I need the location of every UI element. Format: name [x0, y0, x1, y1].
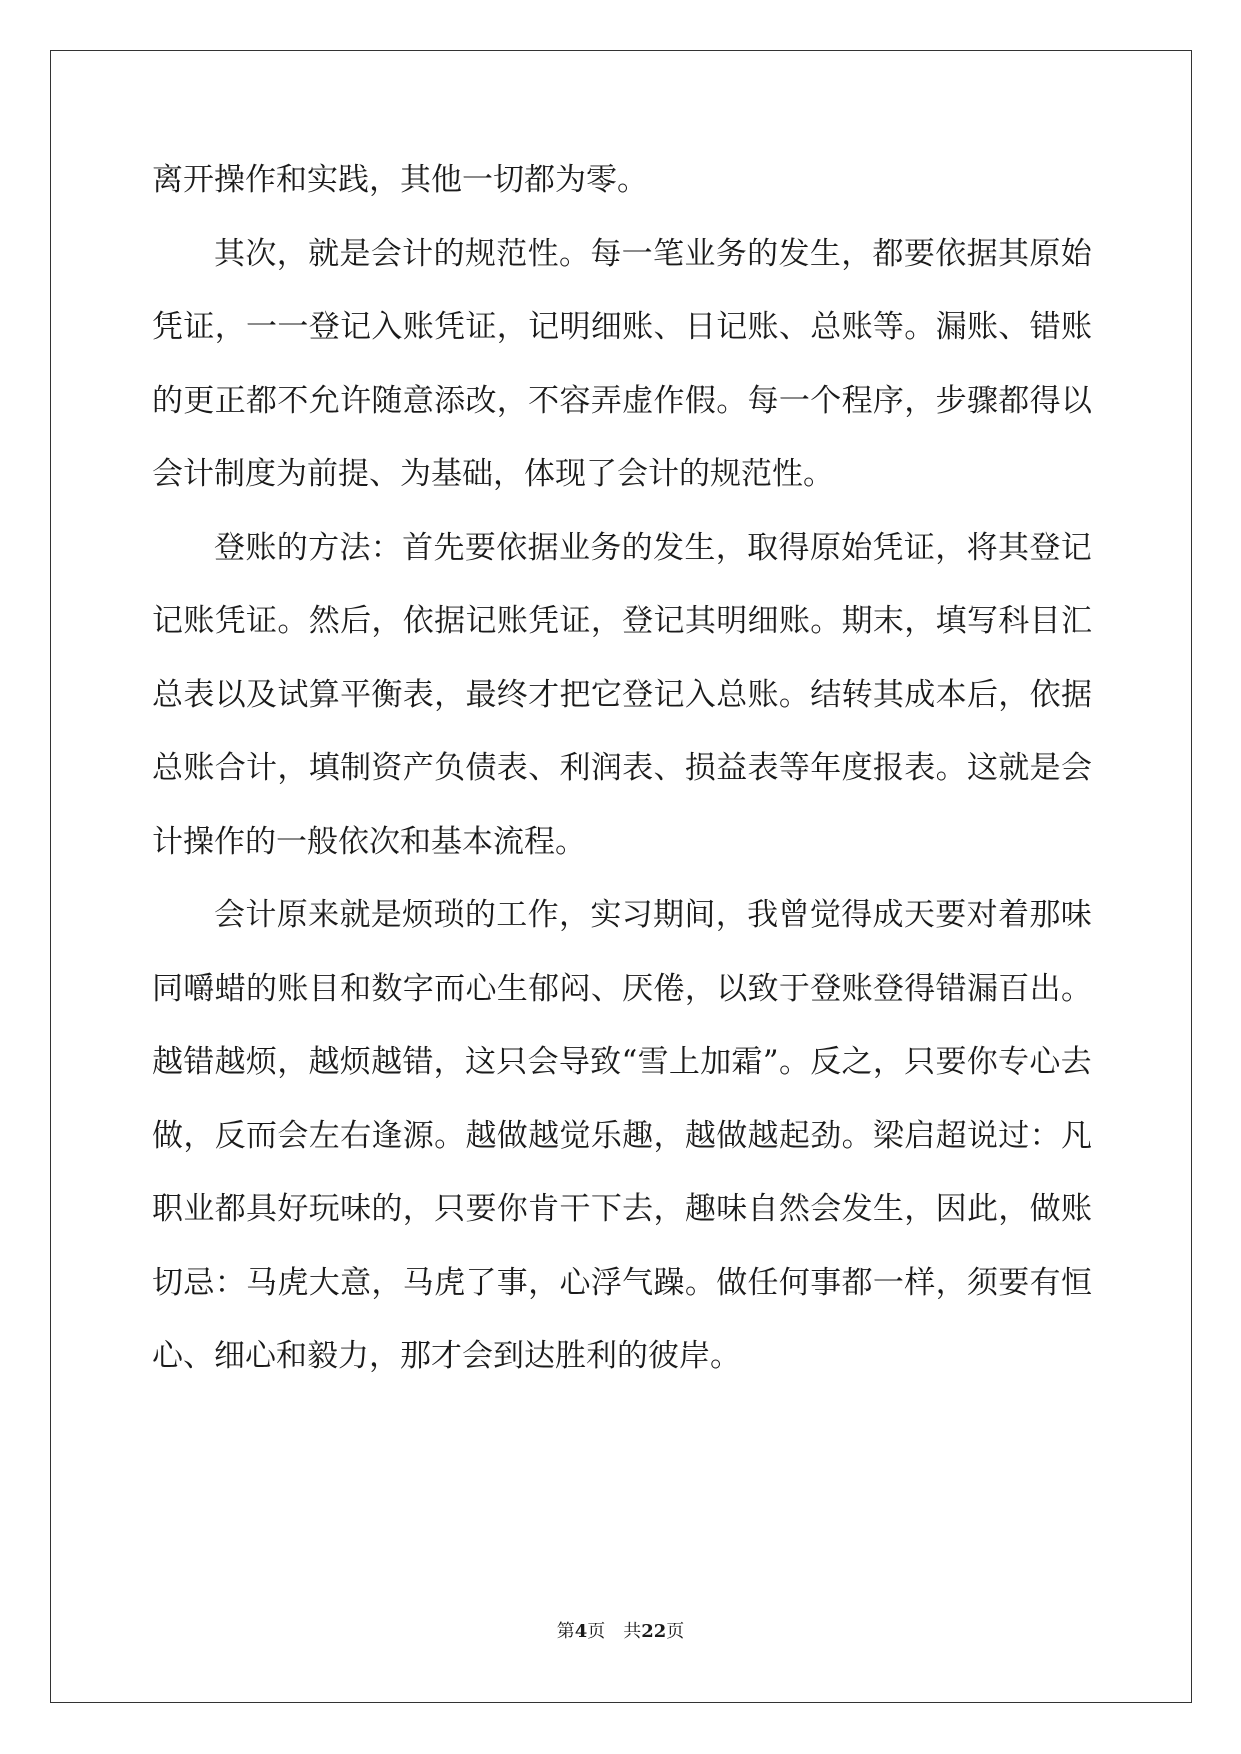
page-border	[50, 50, 1192, 1703]
text-line: 会计制度为前提、为基础，体现了会计的规范性。	[152, 456, 834, 492]
text-line: 总 表 以 及 试 算 平 衡 表 ， 最 终 才 把 它 登 记 入 总 账 。 结 转 其 成 本 后 ， 依 据	[152, 676, 1092, 713]
text-line: 职 业 都 具 好 玩 味 的 ， 只 要 你 肯 干 下 去 ， 趣 味 自 然 会 发 生 ， 因 此 ， 做 账	[152, 1191, 1092, 1227]
footer-page-number: 4	[574, 1621, 588, 1642]
text-line: 做 ， 反 而 会 左 右 逢 源 。 越 做 越 觉 乐 趣 ， 越 做 越 起 劲 。 梁 启 超 说 过 ： 凡	[152, 1117, 1092, 1154]
footer-prefix: 第	[556, 1621, 575, 1642]
footer-suffix: 页	[666, 1621, 685, 1642]
text-line: 登 账 的 方 法 ： 首 先 要 依 据 业 务 的 发 生 ， 取 得 原 始 凭 证 ， 将 其 登 记	[214, 529, 1092, 566]
text-line: 凭 证 ， 一 一 登 记 入 账 凭 证 ， 记 明 细 账 、 日 记 账 、 总 账 等 。 漏 账 、 错 账	[152, 309, 1092, 345]
text-line: 切 忌 ： 马 虎 大 意 ， 马 虎 了 事 ， 心 浮 气 躁 。 做 任 何 事 都 一 样 ， 须 要 有 恒	[152, 1264, 1092, 1301]
text-line: 越 错 越 烦 ， 越 烦 越 错 ， 这 只 会 导 致 “ 雪 上 加 霜 ” 。 反 之 ， 只 要 你 专 心 去	[152, 1044, 1092, 1080]
text-line: 同 嚼 蜡 的 账 目 和 数 字 而 心 生 郁 闷 、 厌 倦 ， 以 致 于 登 账 登 得 错 漏 百 出 。	[152, 970, 1092, 1007]
text-line: 会 计 原 来 就 是 烦 琐 的 工 作 ， 实 习 期 间 ， 我 曾 觉 得 成 天 要 对 着 那 味	[214, 897, 1092, 933]
text-line: 的 更 正 都 不 允 许 随 意 添 改 ， 不 容 弄 虚 作 假 。 每 一 个 程 序 ， 步 骤 都 得 以	[152, 382, 1092, 419]
page-footer	[0, 1620, 1241, 1644]
text-line: 计操作的一般依次和基本流程。	[152, 823, 586, 860]
text-line: 总 账 合 计 ， 填 制 资 产 负 债 表 、 利 润 表 、 损 益 表 等 年 度 报 表 。 这 就 是 会	[152, 750, 1092, 786]
text-line: 离开操作和实践，其他一切都为零。	[152, 162, 648, 198]
text-line: 心、细心和毅力，那才会到达胜利的彼岸。	[152, 1338, 741, 1374]
text-line: 记 账 凭 证 。 然 后 ， 依 据 记 账 凭 证 ， 登 记 其 明 细 账 。 期 末 ， 填 写 科 目 汇	[152, 603, 1092, 639]
footer-total-pages: 22	[641, 1621, 667, 1642]
text-line: 其 次 ， 就 是 会 计 的 规 范 性 。 每 一 笔 业 务 的 发 生 ， 都 要 依 据 其 原 始	[214, 235, 1092, 272]
footer-mid: 页 共	[587, 1621, 642, 1642]
